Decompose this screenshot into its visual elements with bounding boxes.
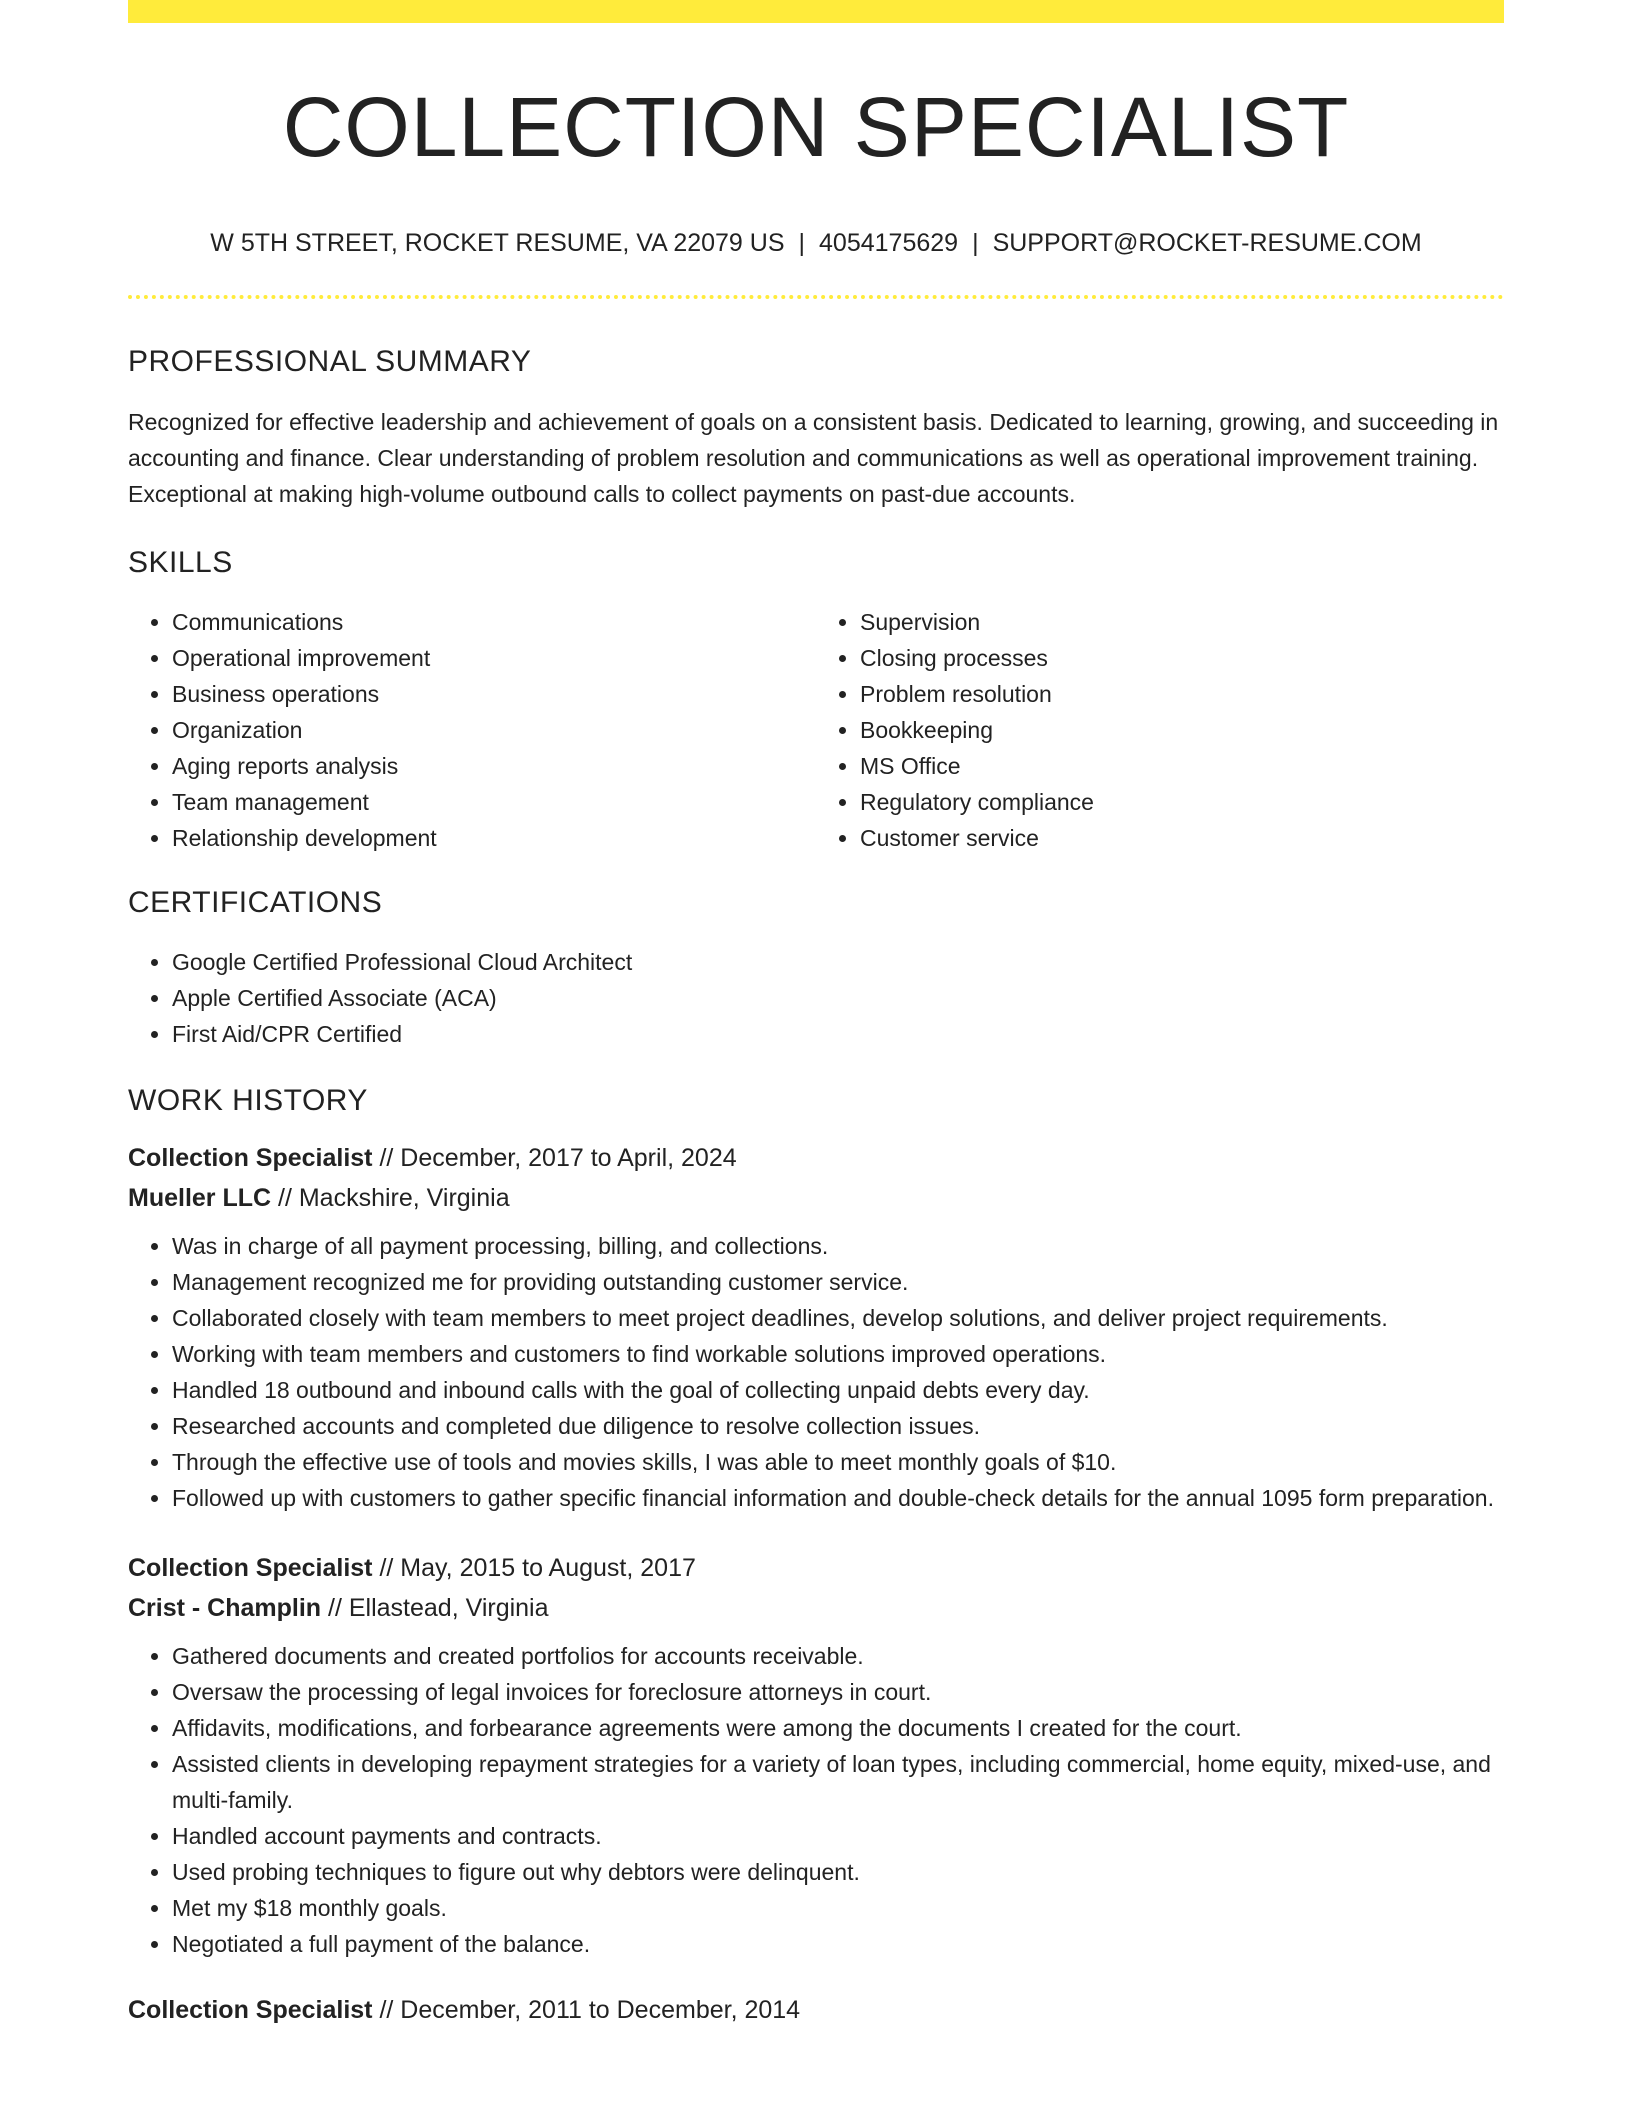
contact-separator: | <box>972 229 979 257</box>
skill-item: • Team management <box>172 784 816 820</box>
job-dates: // December, 2017 to April, 2024 <box>372 1144 737 1172</box>
job-dates: // May, 2015 to August, 2017 <box>372 1554 696 1582</box>
job-bullet: • Negotiated a full payment of the balance. <box>172 1926 1504 1962</box>
certification-item: • Google Certified Professional Cloud Architect <box>172 944 1504 980</box>
job-dates: // December, 2011 to December, 2014 <box>372 1996 801 2024</box>
job-bullets <box>128 1638 1504 1962</box>
contact-line <box>128 231 1504 256</box>
skill-item: • Aging reports analysis <box>172 748 816 784</box>
skill-item: • Regulatory compliance <box>860 784 1504 820</box>
job-bullet: • Handled account payments and contracts. <box>172 1818 1504 1854</box>
skill-item: • Operational improvement <box>172 640 816 676</box>
resume-title: COLLECTION SPECIALIST <box>282 80 1350 174</box>
job-position: Collection Specialist <box>128 1554 373 1582</box>
skill-item: • Customer service <box>860 820 1504 856</box>
job-location: // Mackshire, Virginia <box>271 1184 510 1212</box>
job-entry <box>128 1138 1504 1516</box>
skill-item: • Business operations <box>172 676 816 712</box>
skills-column-left <box>128 604 816 856</box>
job-bullet: • Affidavits, modifications, and forbearance agreements were among the documents I created for the court. <box>172 1710 1504 1746</box>
job-bullet: • Collaborated closely with team members to meet project deadlines, develop solutions, and deliver project requirements. <box>172 1300 1504 1336</box>
skill-item: • MS Office <box>860 748 1504 784</box>
skill-item: • Problem resolution <box>860 676 1504 712</box>
job-company-line <box>128 1178 1504 1218</box>
contact-separator: | <box>798 229 806 257</box>
job-company: Crist - Champlin <box>128 1594 322 1622</box>
job-position-line <box>128 1138 1504 1178</box>
job-position-line <box>128 1990 1504 2030</box>
job-bullet: • Handled 18 outbound and inbound calls with the goal of collecting unpaid debts every day. <box>172 1372 1504 1408</box>
job-bullet: • Used probing techniques to figure out why debtors were delinquent. <box>172 1854 1504 1890</box>
job-entry <box>128 1990 1504 2030</box>
skill-item: • Supervision <box>860 604 1504 640</box>
resume-page <box>128 0 1504 2030</box>
job-position: Collection Specialist <box>128 1996 373 2024</box>
job-company: Mueller LLC <box>128 1184 272 1212</box>
job-bullet: • Management recognized me for providing outstanding customer service. <box>172 1264 1504 1300</box>
skill-item: • Bookkeeping <box>860 712 1504 748</box>
job-bullet: • Met my $18 monthly goals. <box>172 1890 1504 1926</box>
dotted-divider <box>128 295 1504 299</box>
skill-item: • Relationship development <box>172 820 816 856</box>
contact-email: SUPPORT@ROCKET-RESUME.COM <box>992 229 1422 257</box>
certifications-heading: CERTIFICATIONS <box>128 886 383 919</box>
job-bullets <box>128 1228 1504 1516</box>
job-bullet: • Oversaw the processing of legal invoices for foreclosure attorneys in court. <box>172 1674 1504 1710</box>
job-bullet: • Working with team members and customers to find workable solutions improved operations. <box>172 1336 1504 1372</box>
skill-item: • Closing processes <box>860 640 1504 676</box>
job-bullet: • Was in charge of all payment processing, billing, and collections. <box>172 1228 1504 1264</box>
certifications-list <box>128 944 1504 1052</box>
job-bullet: • Gathered documents and created portfolios for accounts receivable. <box>172 1638 1504 1674</box>
job-company-line <box>128 1588 1504 1628</box>
job-location: // Ellastead, Virginia <box>321 1594 549 1622</box>
accent-bar <box>128 0 1504 23</box>
skill-item: • Communications <box>172 604 816 640</box>
job-position-line <box>128 1548 1504 1588</box>
summary-heading: PROFESSIONAL SUMMARY <box>128 345 532 378</box>
job-bullet: • Through the effective use of tools and movies skills, I was able to meet monthly goals of $10. <box>172 1444 1504 1480</box>
contact-phone: 4054175629 <box>819 229 959 257</box>
skills-column-right <box>816 604 1504 856</box>
contact-address: W 5TH STREET, ROCKET RESUME, VA 22079 US <box>210 229 785 257</box>
job-bullet: • Followed up with customers to gather specific financial information and double-check details for the annual 1095 form preparation. <box>172 1480 1504 1516</box>
job-bullet: • Researched accounts and completed due diligence to resolve collection issues. <box>172 1408 1504 1444</box>
skills-heading: SKILLS <box>128 546 233 579</box>
job-position: Collection Specialist <box>128 1144 373 1172</box>
job-entry <box>128 1548 1504 1962</box>
work-history-heading: WORK HISTORY <box>128 1084 368 1117</box>
job-bullet: • Assisted clients in developing repayment strategies for a variety of loan types, including commercial, home equity, mixed-use, and multi-family. <box>172 1746 1504 1818</box>
summary-text: Recognized for effective leadership and achievement of goals on a consistent basis. Dedicated to learning, growing, and succeeding in accounting and finance. Clear understanding of problem resolution and communications as well as operational improvement training. Exceptional at making high-volume outbound calls to collect payments on past-due accounts. <box>128 409 1499 507</box>
skills-grid <box>128 604 1504 856</box>
certification-item: • Apple Certified Associate (ACA) <box>172 980 1504 1016</box>
skill-item: • Organization <box>172 712 816 748</box>
certification-item: • First Aid/CPR Certified <box>172 1016 1504 1052</box>
